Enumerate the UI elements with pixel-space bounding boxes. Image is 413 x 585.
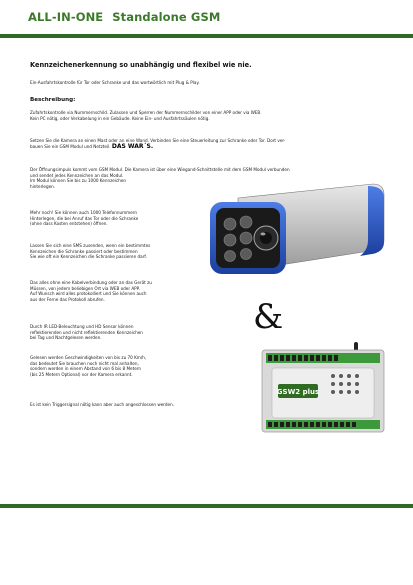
title-main: ALL-IN-ONE (28, 10, 104, 24)
paragraph-line: Gelesen werden Geschwindigkeiten von bis zu 70 Km/h, (30, 355, 147, 360)
paragraph-line: hinterlegen. (30, 184, 56, 190)
paragraph-line: Hinterlegen, die bei Anruf das Tor oder die Schranke (30, 215, 139, 221)
section-heading: Beschreibung: (30, 97, 76, 103)
intro-text: Ein-Ausfahrtskontrolle für Tor oder Schranke und das wortwörtlich mit Plug & Play. (30, 80, 200, 85)
paragraph-line: reflektierenden und nicht reflektierenden Kennzeichen (30, 329, 143, 335)
paragraph-line: und sendet jedes Kennzeichen an das Modul. (30, 172, 124, 178)
paragraph-line: das bedeutet Sie brauchen noch nicht mal anhalten, (30, 360, 139, 366)
paragraph-line: Durch IR LED-Beleuchtung und HD Sensor können (30, 324, 134, 329)
paragraph-line: Der Öffnungsimpuls kommt vom GSM Modul. Die Kamera ist über eine Wiegand-Schnittstelle mit dem GSM Modul verbunden (30, 167, 290, 172)
paragraph-line: Kein PC nötig, oder Verkabelung in ein Gebäude. Keine Ein- und Ausfahrtssäulen nötig. (30, 115, 210, 121)
paragraph-line: bei Tag und Nachtgelesen werden. (30, 335, 102, 341)
paragraph-line: Sie wie oft ein Kennzeichen die Schranke passieren darf. (30, 254, 147, 260)
paragraph-line: (bis 25 Metern Optional) vor der Kamera erkannt. (30, 372, 133, 378)
module-label: GSW2 plus (276, 388, 320, 396)
paragraph-line: Müssen, von jedem beliebigen Ort via WEB oder APP. (30, 285, 140, 291)
paragraph-line: sondern werden in einem Abstand von 6 bis 8 Metern (30, 366, 142, 372)
paragraph (30, 110, 262, 121)
paragraph (30, 355, 146, 378)
headline: Kennzeichenerkennung so unabhängig und flexibel wie nie. (30, 61, 252, 69)
footer-divider (0, 504, 413, 508)
paragraph-line: Zufahrtskontrolle via Nummernschild. Zulassen und Sperren der Nummernschilder von einer APP oder via WEB. (30, 110, 262, 115)
paragraph (30, 280, 152, 303)
paragraph (30, 243, 150, 260)
paragraph-line: Es ist kein Triggersignal nötig kann aber auch angeschlossen werden. (30, 402, 175, 407)
paragraph-line: Setzen Sie die Kamera an einen Mast oder an eine Wand. Verbinden Sie eine Steuerleitung zur Schranke oder Tor. Dort ver- (30, 138, 286, 143)
paragraph (30, 210, 138, 227)
paragraph (30, 138, 285, 149)
title-sub: Standalone GSM (112, 10, 221, 24)
paragraph-line: Mehr noch! Sie können auch 1000 Telefonnummern (30, 210, 137, 215)
brand-mark: DAS WAR´S. (111, 142, 154, 150)
paragraph-line: Im Modul können Sie bis zu 1000 Kennzeichen (30, 178, 127, 184)
ampersand: & (253, 297, 284, 337)
gsm-module-image (258, 340, 388, 435)
paragraph (30, 402, 174, 408)
camera-image (208, 180, 388, 278)
paragraph-line: (ohne dass Kosten entstehen) öffnen. (30, 221, 108, 227)
paragraph-line: Lassen Sie sich eine SMS zusenden, wenn ein bestimmtes (30, 243, 151, 248)
paragraph (30, 324, 143, 341)
paragraph-line: aus der Ferne das Protokoll abrufen. (30, 297, 105, 303)
paragraph-line: Auf Wunsch wird alles protokolliert und Sie können auch (30, 291, 147, 297)
header-divider (0, 34, 413, 38)
page-title (28, 10, 220, 24)
paragraph-line: Das alles ohne eine Kabelverbindung oder an das Gerät zu (30, 280, 152, 285)
paragraph-line: Kennzeichen die Schranke passiert oder bestimmen (30, 248, 138, 254)
paragraph-line: bauen Sie ein GSM Modul und Netzteil. DAS WAR´S. (30, 142, 154, 150)
